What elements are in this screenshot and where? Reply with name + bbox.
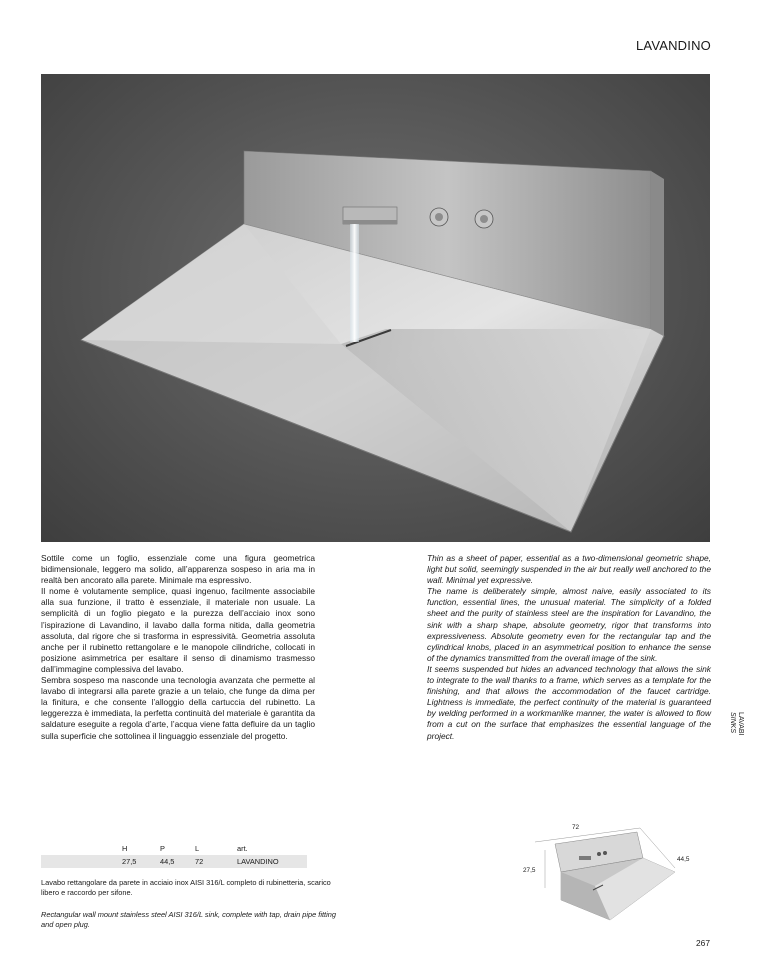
- page-title: LAVANDINO: [635, 38, 711, 53]
- col-p: P: [160, 844, 165, 853]
- dim-depth: 44,5: [677, 856, 690, 863]
- col-art: art.: [237, 844, 248, 853]
- description-italian: [41, 553, 315, 742]
- cell-p: 44,5: [160, 855, 195, 868]
- dimension-drawing: [515, 820, 695, 935]
- paragraph: It seems suspended but hides an advanced technology that allows the sink to integrate to the wall thanks to a frame, which serves as a template for the finishing, and that allows the accommodation of the faucet cartridge. Lightness is immediate, the perfect continuity of the material is guaranteed by welding performed in a workmanlike manner, the water is allowed to flow from a cut on the surface that emphasizes the essential language of the project.: [427, 663, 711, 741]
- side-label-it: LAVABI: [737, 712, 744, 736]
- product-description-en: Rectangular wall mount stainless steel AISI 316/L sink, complete with tap, drain pipe fitting and open plug.: [41, 910, 336, 930]
- section-side-label: [729, 690, 764, 736]
- description-english: [427, 553, 711, 742]
- cell-h: 27,5: [41, 855, 160, 868]
- dim-width: 72: [572, 824, 580, 831]
- product-photo: [41, 74, 710, 542]
- side-label-en: SINKS: [729, 712, 737, 734]
- spec-table: [41, 842, 307, 868]
- table-header-row: [41, 842, 307, 855]
- cell-l: 72: [195, 855, 237, 868]
- col-l: L: [195, 844, 200, 853]
- col-h: H: [122, 844, 128, 853]
- paragraph: Il nome è volutamente semplice, quasi ingenuo, facilmente associabile alla sua funzione, il tratto è essenziale, il materiale non usuale. La semplicità di un foglio piegato e la purezza dell’acciaio inox sono l’ispirazione di Lavandino, il lavabo dalla forma nitida, dalla geometria assoluta, dal rigore che si trasforma in espressività. Geometria assoluta anche per il rubinetto rettangolare e le manopole cilindriche, collocati in posizione asimmetrica per esaltare il senso di dinamismo trasmesso dall’immagine complessiva del lavabo.: [41, 586, 315, 674]
- page-number: 267: [696, 938, 710, 948]
- paragraph: Sembra sospeso ma nasconde una tecnologia avanzata che permette al lavabo di integrarsi alla parete grazie a un telaio, che funge da dima per la finitura, e che consente l’alloggio della cartuccia del rubinetto. La leggerezza è immediata, la perfetta continuità del materiale è garantita da saldature eseguite a regola d’arte, l’acqua viene fatta defluire da un taglio sulla superficie che sottolinea il linguaggio essenziale del progetto.: [41, 675, 315, 741]
- paragraph: The name is deliberately simple, almost naive, easily associated to its function, essential lines, the unusual material. The simplicity of a folded sheet and the purity of stainless steel are the inspiration for Lavandino, the sink with a sharp shape, absolute geometry, rigor that transforms into expressiveness. Absolute geometry even for the rectangular tap and the cylindrical knobs, placed in an asymmetrical position to enhance the sense of the dynamics transmitted from the overall image of the sink.: [427, 586, 711, 663]
- paragraph: Thin as a sheet of paper, essential as a two-dimensional geometric shape, light but solid, seemingly suspended in the air but really well anchored to the wall. Minimal yet expressive.: [427, 553, 711, 586]
- table-row: [41, 855, 307, 868]
- dim-height: 27,5: [523, 867, 536, 874]
- paragraph: Sottile come un foglio, essenziale come una figura geometrica bidimensionale, leggero ma solido, all’apparenza sospeso in aria ma in realtà ben ancorato alla parete. Minimale ma espressivo.: [41, 553, 315, 586]
- cell-art: LAVANDINO: [237, 855, 307, 868]
- product-description-it: Lavabo rettangolare da parete in acciaio inox AISI 316/L completo di rubinetteria, scarico libero e raccordo per sifone.: [41, 878, 331, 898]
- water-stream: [350, 224, 359, 342]
